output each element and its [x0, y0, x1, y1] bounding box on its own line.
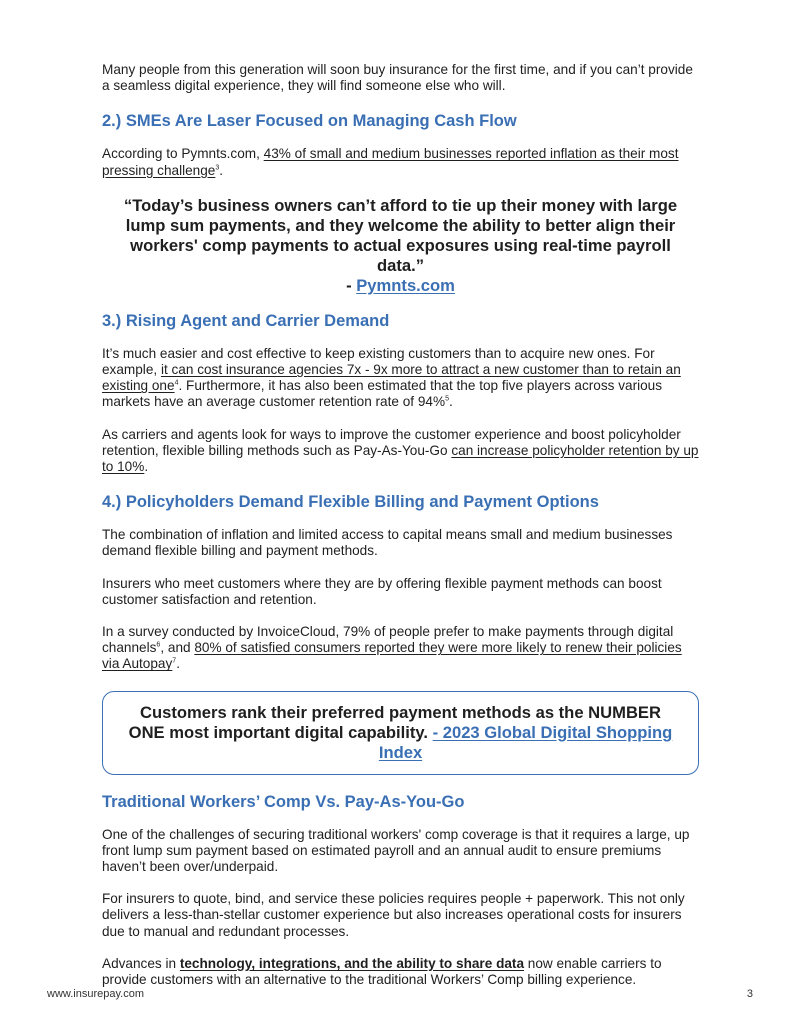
footnote-5: 5	[445, 395, 449, 403]
people-paperwork-paragraph: For insurers to quote, bind, and service these policies requires people + paperwork. This not only delivers a less-than-stellar customer experience but also increases operational costs for insurers due to manual and redundant processes.	[102, 891, 685, 939]
callout-box	[102, 691, 699, 775]
survey-end: .	[176, 656, 180, 672]
footnote-6: 6	[156, 641, 161, 649]
pymnts-end: .	[219, 162, 224, 178]
retention-cost-link[interactable]: it can cost insurance agencies 7x - 9x more to attract a new customer than to retain an existing one	[102, 362, 681, 394]
footnote-3: 3	[215, 164, 220, 172]
section-heading-agent-carrier-demand: 3.) Rising Agent and Carrier Demand	[102, 311, 390, 330]
pymnts-text: According to Pymnts.com,	[102, 146, 264, 162]
survey-text-a: In a survey conducted by InvoiceCloud, 79% of people prefer to make payments through digital channels	[102, 624, 674, 656]
footnote-7: 7	[172, 657, 177, 665]
traditional-challenges-paragraph: One of the challenges of securing traditional workers' comp coverage is that it requires a large, up front lump sum payment based on estimated payroll and an annual audit to ensure premiums haven’t been over/underpaid.	[102, 826, 690, 875]
section-heading-flexible-billing: 4.) Policyholders Demand Flexible Billing and Payment Options	[102, 493, 599, 512]
quote-dash: -	[346, 275, 357, 295]
flexible-billing-text: As carriers and agents look for ways to improve the customer experience and boost policyholder retention, flexible billing methods such as Pay-As-You-Go	[102, 426, 681, 458]
pull-quote	[102, 196, 699, 296]
inflation-capital-paragraph: The combination of inflation and limited access to capital means small and medium businesses demand flexible billing and payment methods.	[102, 527, 673, 559]
retention-end: .	[448, 394, 453, 410]
page-content	[102, 62, 699, 988]
survey-text-b: , and	[160, 640, 195, 656]
advances-text-b: now enable carriers to provide customers with an alternative to the traditional Workers’ Comp billing experience.	[102, 955, 662, 988]
autopay-stat-link[interactable]: 80% of satisfied consumers reported they were more likely to renew their policies via Autopay	[102, 640, 682, 672]
section-heading-smes-cash-flow: 2.) SMEs Are Laser Focused on Managing Cash Flow	[102, 112, 517, 131]
invoicecloud-survey-paragraph	[102, 624, 699, 673]
advances-text-a: Advances in	[102, 955, 180, 971]
digital-shopping-index-link[interactable]: - 2023 Global Digital Shopping Index	[378, 722, 673, 762]
footnote-4: 4	[174, 379, 179, 387]
retention-text-b: . Furthermore, it has also been estimated that the top five players across various markets have an average customer retention rate of 94%	[102, 378, 663, 410]
retention-paragraph	[102, 346, 699, 411]
section-heading-traditional-vs-payg: Traditional Workers’ Comp Vs. Pay-As-You-Go	[102, 792, 465, 811]
pull-quote-attribution	[102, 276, 699, 296]
footer-website: www.insurepay.com	[47, 988, 144, 1000]
inflation-stat-link[interactable]: 43% of small and medium businesses reported inflation as their most pressing challenge	[102, 146, 679, 178]
pull-quote-text: “Today’s business owners can’t afford to tie up their money with large lump sum payments, and they welcome the ability to better align their workers' comp payments to actual exposures using real-time payroll data.”	[123, 195, 678, 275]
retention-text-a: It’s much easier and cost effective to keep existing customers than to acquire new ones. For example,	[102, 345, 655, 378]
flexible-billing-paragraph	[102, 427, 699, 476]
pymnts-paragraph	[102, 146, 699, 178]
pymnts-source-link[interactable]: Pymnts.com	[356, 275, 455, 295]
intro-paragraph: Many people from this generation will soon buy insurance for the first time, and if you can’t provide a seamless digital experience, they will find someone else who will.	[102, 62, 693, 94]
insurers-meet-customers-paragraph: Insurers who meet customers where they are by offering flexible payment methods can boost customer satisfaction and retention.	[102, 575, 662, 607]
technology-integrations-link[interactable]: technology, integrations, and the ability to share data	[179, 955, 525, 971]
page-number: 3	[746, 988, 753, 1000]
callout-text: Customers rank their preferred payment methods as the NUMBER ONE most important digital capability.	[128, 702, 661, 742]
advances-paragraph	[102, 956, 699, 988]
retention-increase-link[interactable]: can increase policyholder retention by up to 10%	[102, 442, 699, 475]
flexible-billing-end: .	[144, 459, 149, 475]
